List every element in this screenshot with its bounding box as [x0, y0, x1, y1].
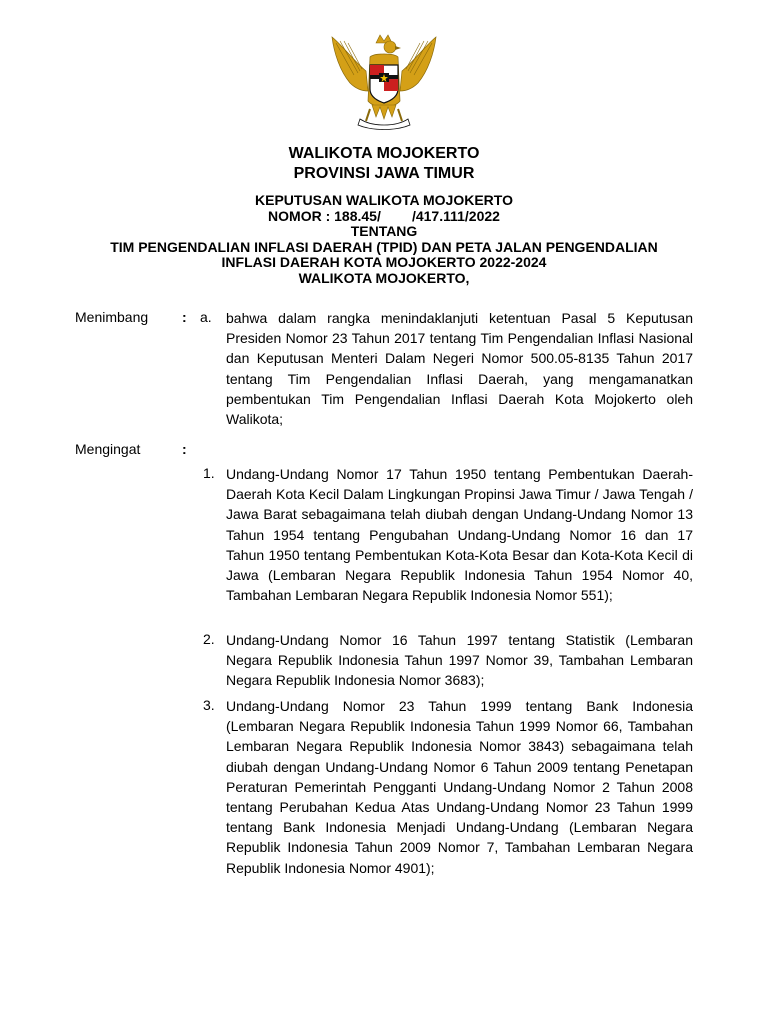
menimbang-text: bahwa dalam rangka menindaklanjuti ketentuan Pasal 5 Keputusan Presiden Nomor 23 Tahun 2017 tentang Tim Pengendalian Inflasi Nasional dan Keputusan Menteri Dalam Negeri Nomor 500.05-8135 Tahun 2017 tentang Tim Pengendalian Inflasi Daerah, yang mengamanatkan pembentukan Tim Pengendalian Inflasi Daerah Kota Mojokerto oleh Walikota;: [226, 310, 693, 428]
authority-line1: WALIKOTA MOJOKERTO: [288, 145, 480, 162]
mengingat-colon: :: [182, 441, 187, 457]
decree-title: KEPUTUSAN WALIKOTA MOJOKERTO: [255, 192, 513, 208]
authority-title: [0, 144, 768, 184]
list-item-marker: 3.: [203, 697, 215, 713]
list-item: Undang-Undang Nomor 23 Tahun 1999 tentang Bank Indonesia (Lembaran Negara Republik Indonesia Tahun 1999 Nomor 66, Tambahan Lembaran Negara Republik Indonesia Nomor 3843) sebagaimana telah diubah dengan Undang-Undang Nomor 6 Tahun 2009 tentang Penetapan Peraturan Pemerintah Pengganti Undang-Undang Nomor 2 Tahun 2008 tentang Perubahan Kedua Atas Undang-Undang Nomor 23 Tahun 1999 tentang Bank Indonesia Menjadi Undang-Undang (Lembaran Negara Republik Indonesia Tahun 2009 Nomor 7, Tambahan Lembaran Negara Republik Indonesia Nomor 4901);: [226, 698, 693, 876]
decree-subject-line1: TIM PENGENDALIAN INFLASI DAERAH (TPID) DAN PETA JALAN PENGENDALIAN: [110, 238, 658, 255]
menimbang-label: Menimbang: [75, 309, 149, 325]
menimbang-marker: a.: [200, 309, 212, 325]
decree-number: NOMOR : 188.45/ /417.111/2022: [268, 207, 500, 224]
decree-subject-line2: INFLASI DAERAH KOTA MOJOKERTO 2022-2024: [221, 254, 547, 270]
garuda-emblem: [324, 31, 444, 131]
authority-line2: PROVINSI JAWA TIMUR: [293, 165, 475, 182]
list-item-marker: 1.: [203, 465, 215, 481]
menimbang-colon: :: [182, 309, 187, 325]
decree-issuer: WALIKOTA MOJOKERTO,: [298, 269, 470, 286]
list-item-marker: 2.: [203, 631, 215, 647]
decree-tentang: TENTANG: [350, 223, 418, 239]
list-item: Undang-Undang Nomor 17 Tahun 1950 tentang Pembentukan Daerah-Daerah Kota Kecil Dalam Lingkungan Propinsi Jawa Timur / Jawa Tengah / Jawa Barat sebagaimana telah diubah dengan Undang-Undang Nomor 13 Tahun 1954 tentang Pengubahan Undang-Undang Nomor 16 dan 17 Tahun 1950 tentang Pembentukan Kota-Kota Besar dan Kota-Kota Kecil di Jawa (Lembaran Negara Republik Indonesia Tahun 1954 Nomor 40, Tambahan Lembaran Negara Republik Indonesia Nomor 551);: [226, 466, 693, 604]
decree-heading: [0, 193, 768, 286]
list-item: Undang-Undang Nomor 16 Tahun 1997 tentang Statistik (Lembaran Negara Republik Indonesia Tahun 1997 Nomor 39, Tambahan Lembaran Negara Republik Indonesia Nomor 3683);: [226, 632, 693, 689]
mengingat-label: Mengingat: [75, 441, 141, 457]
